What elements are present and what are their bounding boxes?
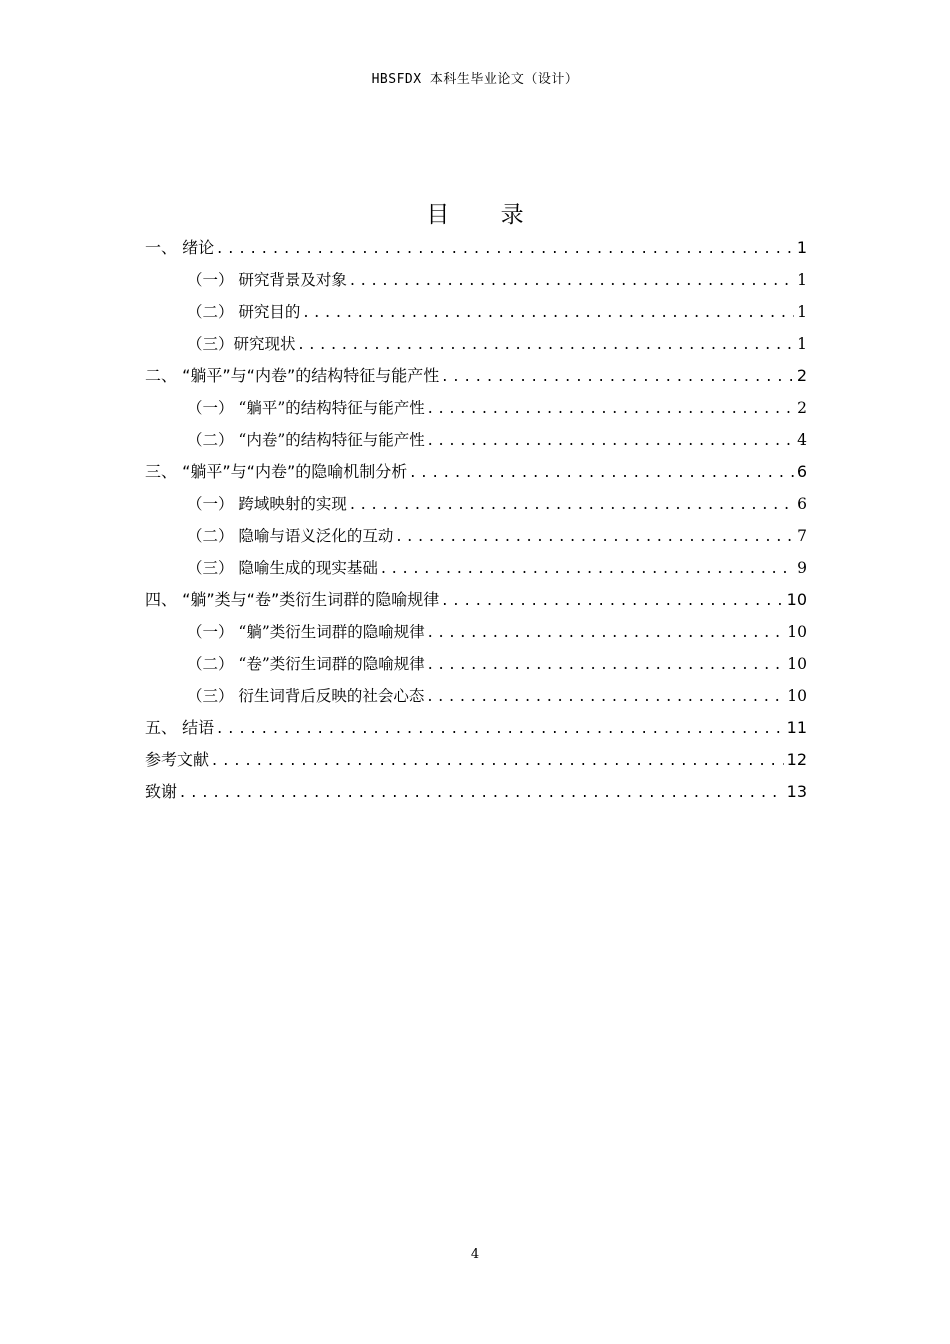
toc-page-number: 1 [797,303,807,321]
toc-entry[interactable] [145,616,807,648]
toc-entry-text: （一） 研究背景及对象 [187,271,347,289]
toc-entry-text: （一） “躺”类衍生词群的隐喻规律 [187,623,425,641]
toc-entry[interactable] [145,488,807,520]
toc-entry[interactable] [145,776,807,808]
toc-dot-leader [442,360,794,392]
toc-dot-leader [350,488,794,520]
toc-page-number: 9 [797,559,807,577]
toc-entry[interactable] [145,552,807,584]
toc-page-number: 10 [786,590,807,609]
toc-entry-text: （二） 隐喻与语义泛化的互动 [187,527,394,545]
toc-dot-leader [428,616,784,648]
toc-entry-text: （三） 衍生词背后反映的社会心态 [187,687,425,705]
toc-dot-leader [396,520,794,552]
toc-page-number: 6 [797,495,807,513]
toc-dot-leader [303,296,794,328]
toc-page-number: 1 [797,271,807,289]
toc-dot-leader [212,744,784,776]
toc-entry-text: （二） “卷”类衍生词群的隐喻规律 [187,655,425,673]
toc-entry-text: （一） “躺平”的结构特征与能产性 [187,399,425,417]
toc-entry-text: 二、 “躺平”与“内卷”的结构特征与能产性 [145,366,440,385]
toc-page-number: 1 [796,238,807,257]
toc-page-number: 10 [787,687,807,705]
toc-entry[interactable] [145,648,807,680]
toc-entry-text: 参考文献 [145,750,210,769]
toc-entry[interactable] [145,392,807,424]
toc-page-number: 2 [796,366,807,385]
toc-entry-text: （一） 跨域映射的实现 [187,495,347,513]
toc-page-number: 10 [787,655,807,673]
toc-entry-text: 致谢 [145,782,178,801]
toc-dot-leader [350,264,794,296]
toc-entry[interactable] [145,360,807,392]
toc-dot-leader [180,776,784,808]
running-header: HBSFDX 本科生毕业论文（设计） [371,72,579,87]
toc-entry-text: （二） 研究目的 [187,303,301,321]
toc-page-number: 1 [797,335,807,353]
toc-dot-leader [442,584,783,616]
toc-dot-leader [427,680,784,712]
toc-page-number: 7 [797,527,807,545]
toc-entry-text: 五、 结语 [145,718,215,737]
toc-page-number: 6 [796,462,807,481]
toc-dot-leader [428,424,794,456]
toc-dot-leader [428,648,784,680]
toc-entry-text: （三） 隐喻生成的现实基础 [187,559,378,577]
toc-entry[interactable] [145,744,807,776]
toc-entry[interactable] [145,296,807,328]
toc-entry[interactable] [145,232,807,264]
toc-entry[interactable] [145,264,807,296]
toc-dot-leader [299,328,795,360]
toc-entry-text: （三）研究现状 [187,335,296,353]
toc-entry[interactable] [145,520,807,552]
toc-title: 目 录 [426,202,546,228]
toc-entry[interactable] [145,712,807,744]
toc-entry[interactable] [145,456,807,488]
page-number: 4 [470,1247,480,1262]
table-of-contents [145,232,807,808]
toc-dot-leader [410,456,794,488]
toc-entry-text: 三、 “躺平”与“内卷”的隐喻机制分析 [145,462,408,481]
toc-entry-text: 一、 绪论 [145,238,215,257]
toc-entry-text: （二） “内卷”的结构特征与能产性 [187,431,425,449]
toc-entry[interactable] [145,680,807,712]
toc-dot-leader [428,392,794,424]
toc-page-number: 4 [797,431,807,449]
toc-dot-leader [381,552,794,584]
toc-page-number: 2 [797,399,807,417]
toc-page-number: 13 [786,782,807,801]
toc-entry[interactable] [145,328,807,360]
toc-page-number: 10 [787,623,807,641]
toc-entry[interactable] [145,584,807,616]
toc-dot-leader [217,232,794,264]
toc-page-number: 11 [786,718,807,737]
toc-page-number: 12 [786,750,807,769]
toc-entry[interactable] [145,424,807,456]
toc-dot-leader [217,712,784,744]
toc-entry-text: 四、 “躺”类与“卷”类衍生词群的隐喻规律 [145,590,440,609]
